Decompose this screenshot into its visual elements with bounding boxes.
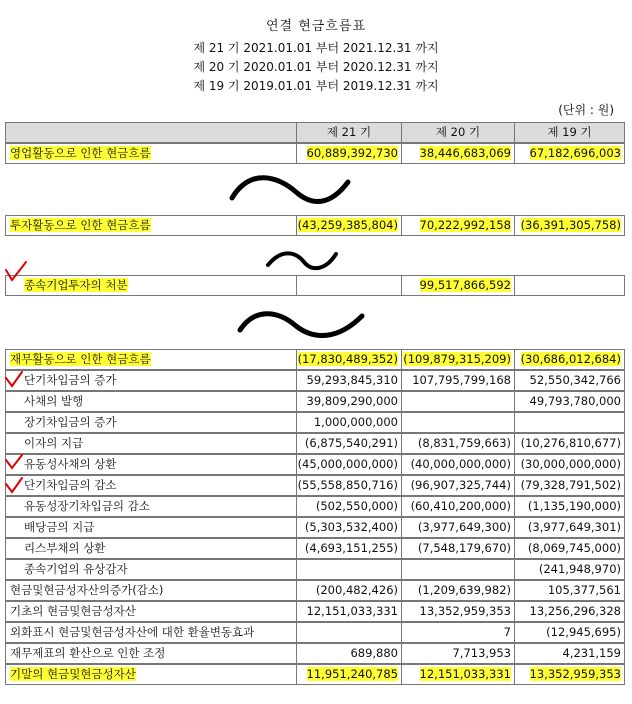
value-19: (79,328,791,502) (514, 476, 624, 495)
value-20 (401, 560, 514, 579)
value-20: (40,000,000,000) (401, 455, 514, 474)
value-19: (36,391,305,758) (520, 218, 621, 232)
header-period-20: 제 20 기 (401, 123, 514, 142)
value-19: (10,276,810,677) (514, 434, 624, 453)
value-21: 1,000,000,000 (296, 413, 401, 432)
statement-title: 연결 현금흐름표 (265, 19, 367, 34)
row-label: 유동성사채의 상환 (24, 457, 117, 471)
row-label: 종속기업투자의 처분 (24, 278, 128, 292)
value-19: 13,256,296,328 (514, 602, 624, 621)
table-row (5, 475, 625, 496)
row-label: 리스부채의 상환 (24, 541, 106, 555)
unit-label: (단위 : 원) (558, 103, 614, 117)
period-line-20: 제 20 기 2020.01.01 부터 2020.12.31 까지 (193, 60, 439, 74)
table-row (5, 349, 625, 370)
table-row (5, 664, 625, 685)
value-21: (45,000,000,000) (296, 455, 401, 474)
row-label: 기말의 현금및현금성자산 (10, 667, 136, 681)
value-21: 59,293,845,310 (296, 371, 401, 390)
table-row (5, 391, 625, 412)
value-20: 70,222,992,158 (419, 218, 511, 232)
row-label: 이자의 지급 (24, 436, 84, 450)
table-row (5, 643, 625, 664)
header-period-19: 제 19 기 (514, 123, 624, 142)
table-row (5, 517, 625, 538)
value-20: 13,352,959,353 (401, 602, 514, 621)
value-20: (1,209,639,982) (401, 581, 514, 600)
row-label: 종속기업의 유상감자 (24, 562, 128, 576)
value-21: (5,303,532,400) (296, 518, 401, 537)
cash-flow-table (5, 122, 625, 692)
value-19: (12,945,695) (514, 623, 624, 642)
header-period-21: 제 21 기 (296, 123, 401, 142)
row-label: 기초의 현금및현금성자산 (10, 604, 136, 618)
table-row (5, 370, 625, 391)
value-21 (296, 276, 401, 295)
table-row (5, 559, 625, 580)
table-row (5, 538, 625, 559)
value-21: 11,951,240,785 (306, 667, 398, 681)
row-label: 단기차입금의 감소 (24, 478, 117, 492)
row-label: 투자활동으로 인한 현금흐름 (10, 218, 151, 232)
value-20: 99,517,866,592 (419, 278, 511, 292)
table-row (5, 622, 625, 643)
row-label: 현금및현금성자산의증가(감소) (10, 583, 164, 597)
period-line-21: 제 21 기 2021.01.01 부터 2021.12.31 까지 (193, 41, 439, 55)
value-21: (43,259,385,804) (297, 218, 398, 232)
value-20: 107,795,799,168 (401, 371, 514, 390)
value-19: (8,069,745,000) (514, 539, 624, 558)
row-label: 사채의 발행 (24, 394, 84, 408)
table-row (5, 580, 625, 601)
table-row (5, 215, 625, 236)
period-line-19: 제 19 기 2019.01.01 부터 2019.12.31 까지 (193, 79, 439, 93)
value-21: (502,550,000) (296, 497, 401, 516)
value-19 (514, 276, 624, 295)
value-19: (241,948,970) (514, 560, 624, 579)
value-21: 12,151,033,331 (296, 602, 401, 621)
value-21: (55,558,850,716) (296, 476, 401, 495)
value-19: 49,793,780,000 (514, 392, 624, 411)
value-21 (296, 560, 401, 579)
value-20: (109,879,315,209) (403, 352, 511, 366)
value-20: (7,548,179,670) (401, 539, 514, 558)
table-row (5, 601, 625, 622)
row-label: 재무제표의 환산으로 인한 조정 (10, 646, 166, 660)
table-row (5, 412, 625, 433)
value-21: (6,875,540,291) (296, 434, 401, 453)
value-19: 13,352,959,353 (529, 667, 621, 681)
value-19: (30,000,000,000) (514, 455, 624, 474)
row-label: 유동성장기차입금의 감소 (24, 499, 150, 513)
table-row (5, 275, 625, 296)
value-20: (3,977,649,300) (401, 518, 514, 537)
value-21: 689,880 (296, 644, 401, 663)
value-20: (8,831,759,663) (401, 434, 514, 453)
value-20: 7,713,953 (401, 644, 514, 663)
row-label: 외화표시 현금및현금성자산에 대한 환율변동효과 (10, 625, 255, 639)
value-20: 12,151,033,331 (419, 667, 511, 681)
value-20: 38,446,683,069 (419, 146, 511, 160)
value-19 (514, 413, 624, 432)
value-20 (401, 413, 514, 432)
value-19: 4,231,159 (514, 644, 624, 663)
value-20: (96,907,325,744) (401, 476, 514, 495)
header-blank (6, 123, 296, 142)
value-21 (296, 623, 401, 642)
value-19: 52,550,342,766 (514, 371, 624, 390)
value-21: 60,889,392,730 (306, 146, 398, 160)
row-label: 배당금의 지급 (24, 520, 95, 534)
table-row (5, 454, 625, 475)
table-row (5, 496, 625, 517)
table-row (5, 433, 625, 454)
value-20 (401, 392, 514, 411)
value-19: (3,977,649,301) (514, 518, 624, 537)
value-19: 105,377,561 (514, 581, 624, 600)
row-label: 영업활동으로 인한 현금흐름 (10, 146, 151, 160)
value-21: (17,830,489,352) (297, 352, 398, 366)
value-21: 39,809,290,000 (296, 392, 401, 411)
value-19: (1,135,190,000) (514, 497, 624, 516)
value-20: 7 (401, 623, 514, 642)
row-label: 장기차입금의 증가 (24, 415, 117, 429)
value-20: (60,410,200,000) (401, 497, 514, 516)
value-21: (4,693,151,255) (296, 539, 401, 558)
row-label: 재무활동으로 인한 현금흐름 (10, 352, 151, 366)
value-19: 67,182,696,003 (529, 146, 621, 160)
table-header-row (5, 122, 625, 143)
table-row (5, 143, 625, 164)
value-19: (30,686,012,684) (520, 352, 621, 366)
value-21: (200,482,426) (296, 581, 401, 600)
row-label: 단기차입금의 증가 (24, 373, 117, 387)
